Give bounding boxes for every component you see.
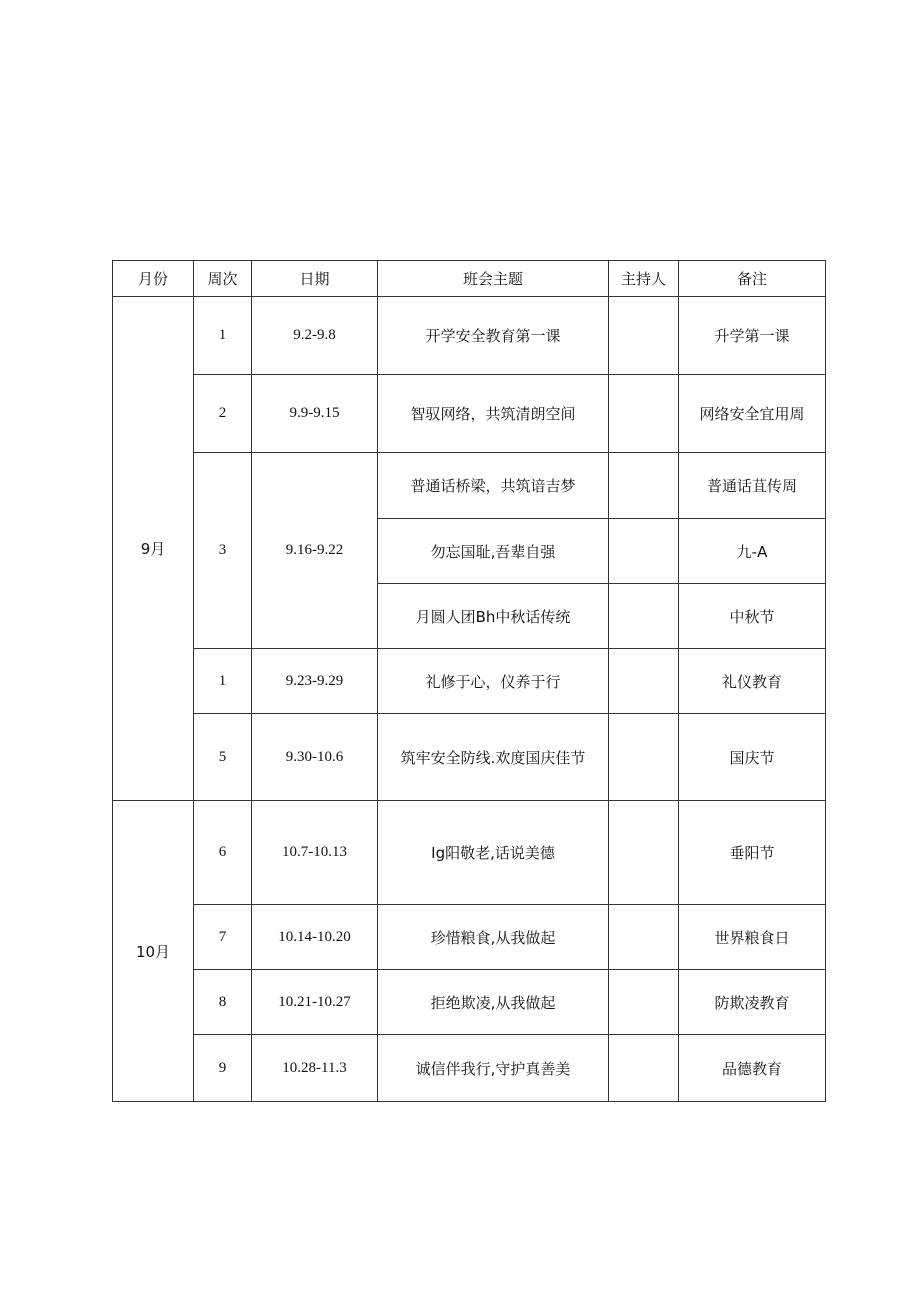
week-cell: 7 — [194, 905, 252, 970]
table-row — [113, 801, 826, 905]
topic-cell: 开学安全教育第一课 — [378, 297, 609, 375]
host-cell — [609, 649, 679, 714]
week-cell: 9 — [194, 1035, 252, 1102]
host-cell — [609, 584, 679, 649]
date-cell: 10.14-10.20 — [252, 905, 378, 970]
host-cell — [609, 519, 679, 584]
host-cell — [609, 453, 679, 519]
topic-cell: 拒绝欺凌,从我做起 — [378, 970, 609, 1035]
topic-cell: 月圆人团Bh中秋话传统 — [378, 584, 609, 649]
week-cell: 8 — [194, 970, 252, 1035]
table-row — [113, 1035, 826, 1102]
host-cell — [609, 1035, 679, 1102]
note-cell: 九-A — [679, 519, 826, 584]
host-cell — [609, 801, 679, 905]
note-cell: 国庆节 — [679, 714, 826, 801]
week-cell: 2 — [194, 375, 252, 453]
topic-cell: 礼修于心，仪养于行 — [378, 649, 609, 714]
month-cell: 9月 — [113, 297, 194, 801]
week-cell: 3 — [194, 453, 252, 649]
date-cell: 9.16-9.22 — [252, 453, 378, 649]
note-cell: 普通话苴传周 — [679, 453, 826, 519]
header-date: 日期 — [252, 261, 378, 297]
header-topic: 班会主题 — [378, 261, 609, 297]
table-row — [113, 905, 826, 970]
table-row — [113, 375, 826, 453]
note-cell: 升学第一课 — [679, 297, 826, 375]
header-host: 主持人 — [609, 261, 679, 297]
host-cell — [609, 714, 679, 801]
header-row — [113, 261, 826, 297]
topic-cell: 智驭网络，共筑清朗空间 — [378, 375, 609, 453]
table-row — [113, 297, 826, 375]
table-row — [113, 649, 826, 714]
topic-cell: 诚信伴我行,守护真善美 — [378, 1035, 609, 1102]
date-cell: 9.2-9.8 — [252, 297, 378, 375]
date-cell: 9.23-9.29 — [252, 649, 378, 714]
date-cell: 10.28-11.3 — [252, 1035, 378, 1102]
note-cell: 防欺凌教育 — [679, 970, 826, 1035]
host-cell — [609, 297, 679, 375]
topic-cell: 筑牢安全防线.欢度国庆佳节 — [378, 714, 609, 801]
topic-cell: Ig阳敬老,话说美德 — [378, 801, 609, 905]
week-cell: 5 — [194, 714, 252, 801]
date-cell: 9.9-9.15 — [252, 375, 378, 453]
note-cell: 世界粮食日 — [679, 905, 826, 970]
week-cell: 1 — [194, 649, 252, 714]
table-row — [113, 970, 826, 1035]
note-cell: 品德教育 — [679, 1035, 826, 1102]
host-cell — [609, 905, 679, 970]
topic-cell: 珍惜粮食,从我做起 — [378, 905, 609, 970]
month-cell: 10月 — [113, 801, 194, 1102]
note-cell: 礼仪教育 — [679, 649, 826, 714]
host-cell — [609, 970, 679, 1035]
date-cell: 10.21-10.27 — [252, 970, 378, 1035]
header-week: 周次 — [194, 261, 252, 297]
note-cell: 网络安全宜用周 — [679, 375, 826, 453]
week-cell: 6 — [194, 801, 252, 905]
week-cell: 1 — [194, 297, 252, 375]
header-month: 月份 — [113, 261, 194, 297]
host-cell — [609, 375, 679, 453]
note-cell: 中秋节 — [679, 584, 826, 649]
date-cell: 9.30-10.6 — [252, 714, 378, 801]
topic-cell: 普通话桥梁，共筑谙吉梦 — [378, 453, 609, 519]
header-note: 备注 — [679, 261, 826, 297]
class-meeting-plan-table — [112, 260, 826, 1102]
table-row — [113, 714, 826, 801]
date-cell: 10.7-10.13 — [252, 801, 378, 905]
note-cell: 垂阳节 — [679, 801, 826, 905]
table-row — [113, 453, 826, 519]
topic-cell: 勿忘国耻,吾辈自强 — [378, 519, 609, 584]
